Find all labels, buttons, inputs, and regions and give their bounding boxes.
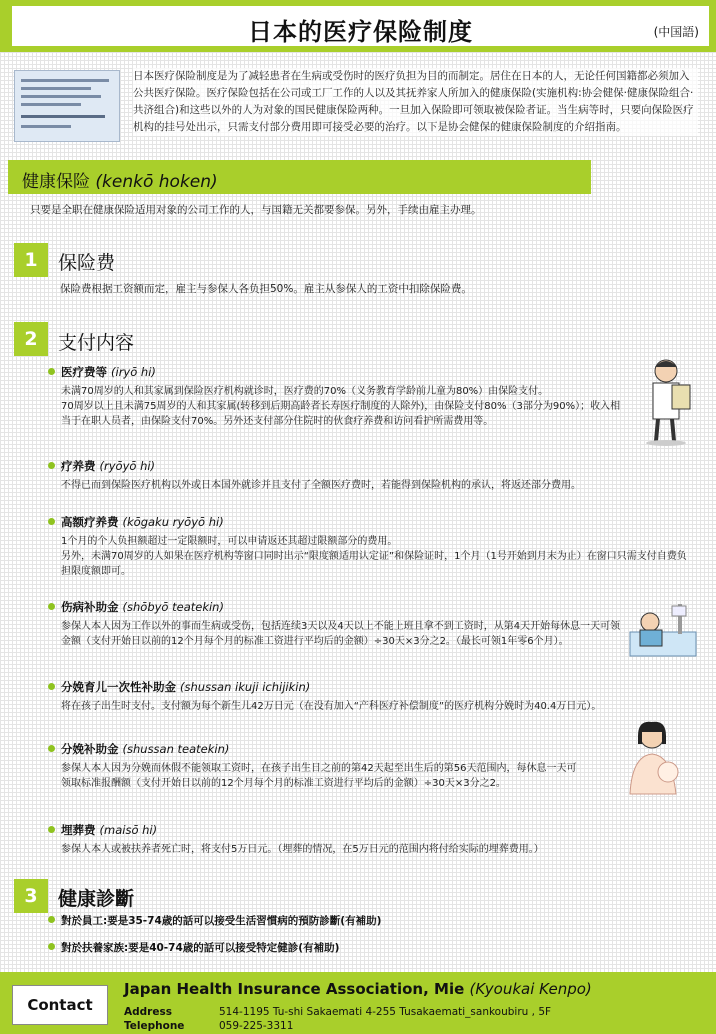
checkup-item (48, 940, 339, 955)
checkup-text: 對於扶養家族:要是40-74歳的話可以接受特定健診(有補助) (61, 942, 340, 954)
telephone-value: 059-225-3311 (219, 1020, 294, 1032)
benefit-body: 不得已而到保险医疗机构以外或日本国外就诊并且支付了全额医疗费时，若能得到保险机构的承认，将返还部分费用。 (61, 480, 581, 491)
benefit-title: 伤病补助金 (61, 600, 119, 614)
insurance-card-image (14, 70, 120, 142)
organization-name: Japan Health Insurance Association, Mie (124, 980, 465, 998)
section-title-checkup: 健康診斷 (58, 888, 135, 910)
benefit-body: 参保人本人因为工作以外的事而生病或受伤，包括连续3天以及4天以上不能上班且拿不到工资时，从第4天开始每休息一天可领金额（支付开始日以前的12个月每个月的标准工资进行平均后的金额）÷30天×3分之2。（最长可领1年零6个月）。 (61, 621, 621, 647)
intro-text: 日本医疗保险制度是为了减轻患者在生病或受伤时的医疗负担为目的而制定。居住在日本的人，无论任何国籍都必须加入公共医疗保险。医疗保险包括在公司或工厂工作的人以及其抚养家人所加入的健康保险(实施机构:协会健保·健康保险组合·共济组合)和这些以外的人为对象的国民健康保险两种。一旦加入保险即可领取被保险者证。当生病等时，只要向保险医疗机构的挂号处出示，只需支付部分费用即可接受必要的治疗。以下是协会健保的健康保险制度的介绍指南。 (133, 68, 698, 136)
benefit-romaji: (ryōyō hi) (99, 459, 156, 473)
section-number-2: 2 (14, 322, 48, 356)
benefit-item (48, 458, 688, 493)
benefit-title: 高额疗养费 (61, 515, 119, 529)
benefit-body: 未满70周岁的人和其家属到保险医疗机构就诊时，医疗费的70%（义务教育学龄前儿童为80%）由保险支付。 70周岁以上且未满75周岁的人和其家属(转移到后期高龄者长寿医疗制度的人除外)，由保险支付80%（3部分为90%）；收入相当于在职人员者，由保险支付70%。另外还支付部分住院时的伙食疗养费和访问看护所需费用等。 (61, 386, 621, 427)
benefit-romaji: (shōbyō teatekin) (122, 600, 224, 614)
benefit-item (48, 599, 623, 649)
benefit-title: 疗养费 (61, 459, 96, 473)
page-title: 日本的医疗保险制度 (248, 18, 473, 46)
checkup-text: 對於員工:要是35-74歳的話可以接受生活習慣病的預防診斷(有補助) (61, 915, 382, 927)
health-insurance-title: 健康保险 (22, 172, 90, 192)
header-panel (12, 6, 709, 46)
benefit-romaji: (shussan ikuji ichijikin) (180, 680, 311, 694)
section-title-premium: 保险费 (58, 252, 116, 274)
benefit-title: 医疗费等 (61, 365, 107, 379)
bullet-icon (48, 826, 55, 833)
bullet-icon (48, 368, 55, 375)
bullet-icon (48, 518, 55, 525)
section-text-premium: 保险费根据工资额而定，雇主与参保人各负担50%。雇主从参保人的工资中扣除保险费。 (60, 283, 472, 295)
checkup-item (48, 913, 381, 928)
patient-bed-illustration (628, 602, 698, 660)
benefit-item (48, 822, 693, 857)
benefit-body: 参保人本人或被扶养者死亡时，将支付5万日元。（埋葬的情况，在5万日元的范围内将付给实际的埋葬费用。） (61, 844, 544, 855)
section-title-benefits: 支付内容 (58, 332, 135, 354)
benefit-body: 将在孩子出生时支付。支付额为每个新生儿42万日元（在没有加入“产科医疗补偿制度”的医疗机构分娩时为40.4万日元）。 (61, 701, 602, 712)
bullet-icon (48, 943, 55, 950)
telephone-label: Telephone (124, 1020, 185, 1032)
address-row (124, 1006, 551, 1018)
bullet-icon (48, 916, 55, 923)
section-number-3: 3 (14, 879, 48, 913)
bullet-icon (48, 745, 55, 752)
benefit-romaji: (maisō hi) (99, 823, 158, 837)
language-label: (中国語) (653, 25, 699, 39)
benefit-title: 分娩补助金 (61, 742, 119, 756)
health-insurance-title-bar (8, 160, 591, 194)
health-insurance-description: 只要是全职在健康保险适用对象的公司工作的人，与国籍无关都要参保。另外，手续由雇主办理。 (30, 204, 482, 216)
health-insurance-romaji: (kenkō hoken) (95, 172, 218, 192)
benefit-body: 参保人本人因为分娩而休假不能领取工资时，在孩子出生日之前的第42天起至出生后的第56天范围内，每休息一天可领取标准报酬额（支付开始日以前的12个月每个月的标准工资进行平均后的金额）÷30天×3分之2。 (61, 763, 577, 789)
address-label: Address (124, 1006, 172, 1018)
organization-alias: (Kyoukai Kenpo) (469, 980, 592, 998)
section-number-1: 1 (14, 243, 48, 277)
benefit-title: 分娩育儿一次性补助金 (61, 680, 176, 694)
address-value: 514-1195 Tu-shi Sakaemati 4-255 Tusakaemati_sankoubiru , 5F (219, 1006, 552, 1018)
benefit-romaji: (iryō hi) (111, 365, 156, 379)
benefit-item (48, 741, 578, 791)
benefit-romaji: (kōgaku ryōyō hi) (122, 515, 224, 529)
benefit-body: 1个月的个人负担额超过一定限额时，可以申请返还其超过限额部分的费用。 另外，未满70周岁的人如果在医疗机构等窗口同时出示“限度额适用认定证”和保险证时，1个月（1号开始到月末为止）在窗口只需支付自费负担限度额即可。 (61, 536, 687, 577)
bullet-icon (48, 603, 55, 610)
contact-label: Contact (12, 985, 108, 1025)
mother-baby-illustration (624, 718, 692, 798)
benefit-item (48, 679, 623, 714)
bullet-icon (48, 683, 55, 690)
bullet-icon (48, 462, 55, 469)
doctor-illustration (640, 355, 696, 447)
benefit-title: 埋葬费 (61, 823, 96, 837)
telephone-row (124, 1020, 293, 1032)
benefit-item (48, 364, 623, 429)
benefit-item (48, 514, 693, 579)
benefit-romaji: (shussan teatekin) (122, 742, 230, 756)
